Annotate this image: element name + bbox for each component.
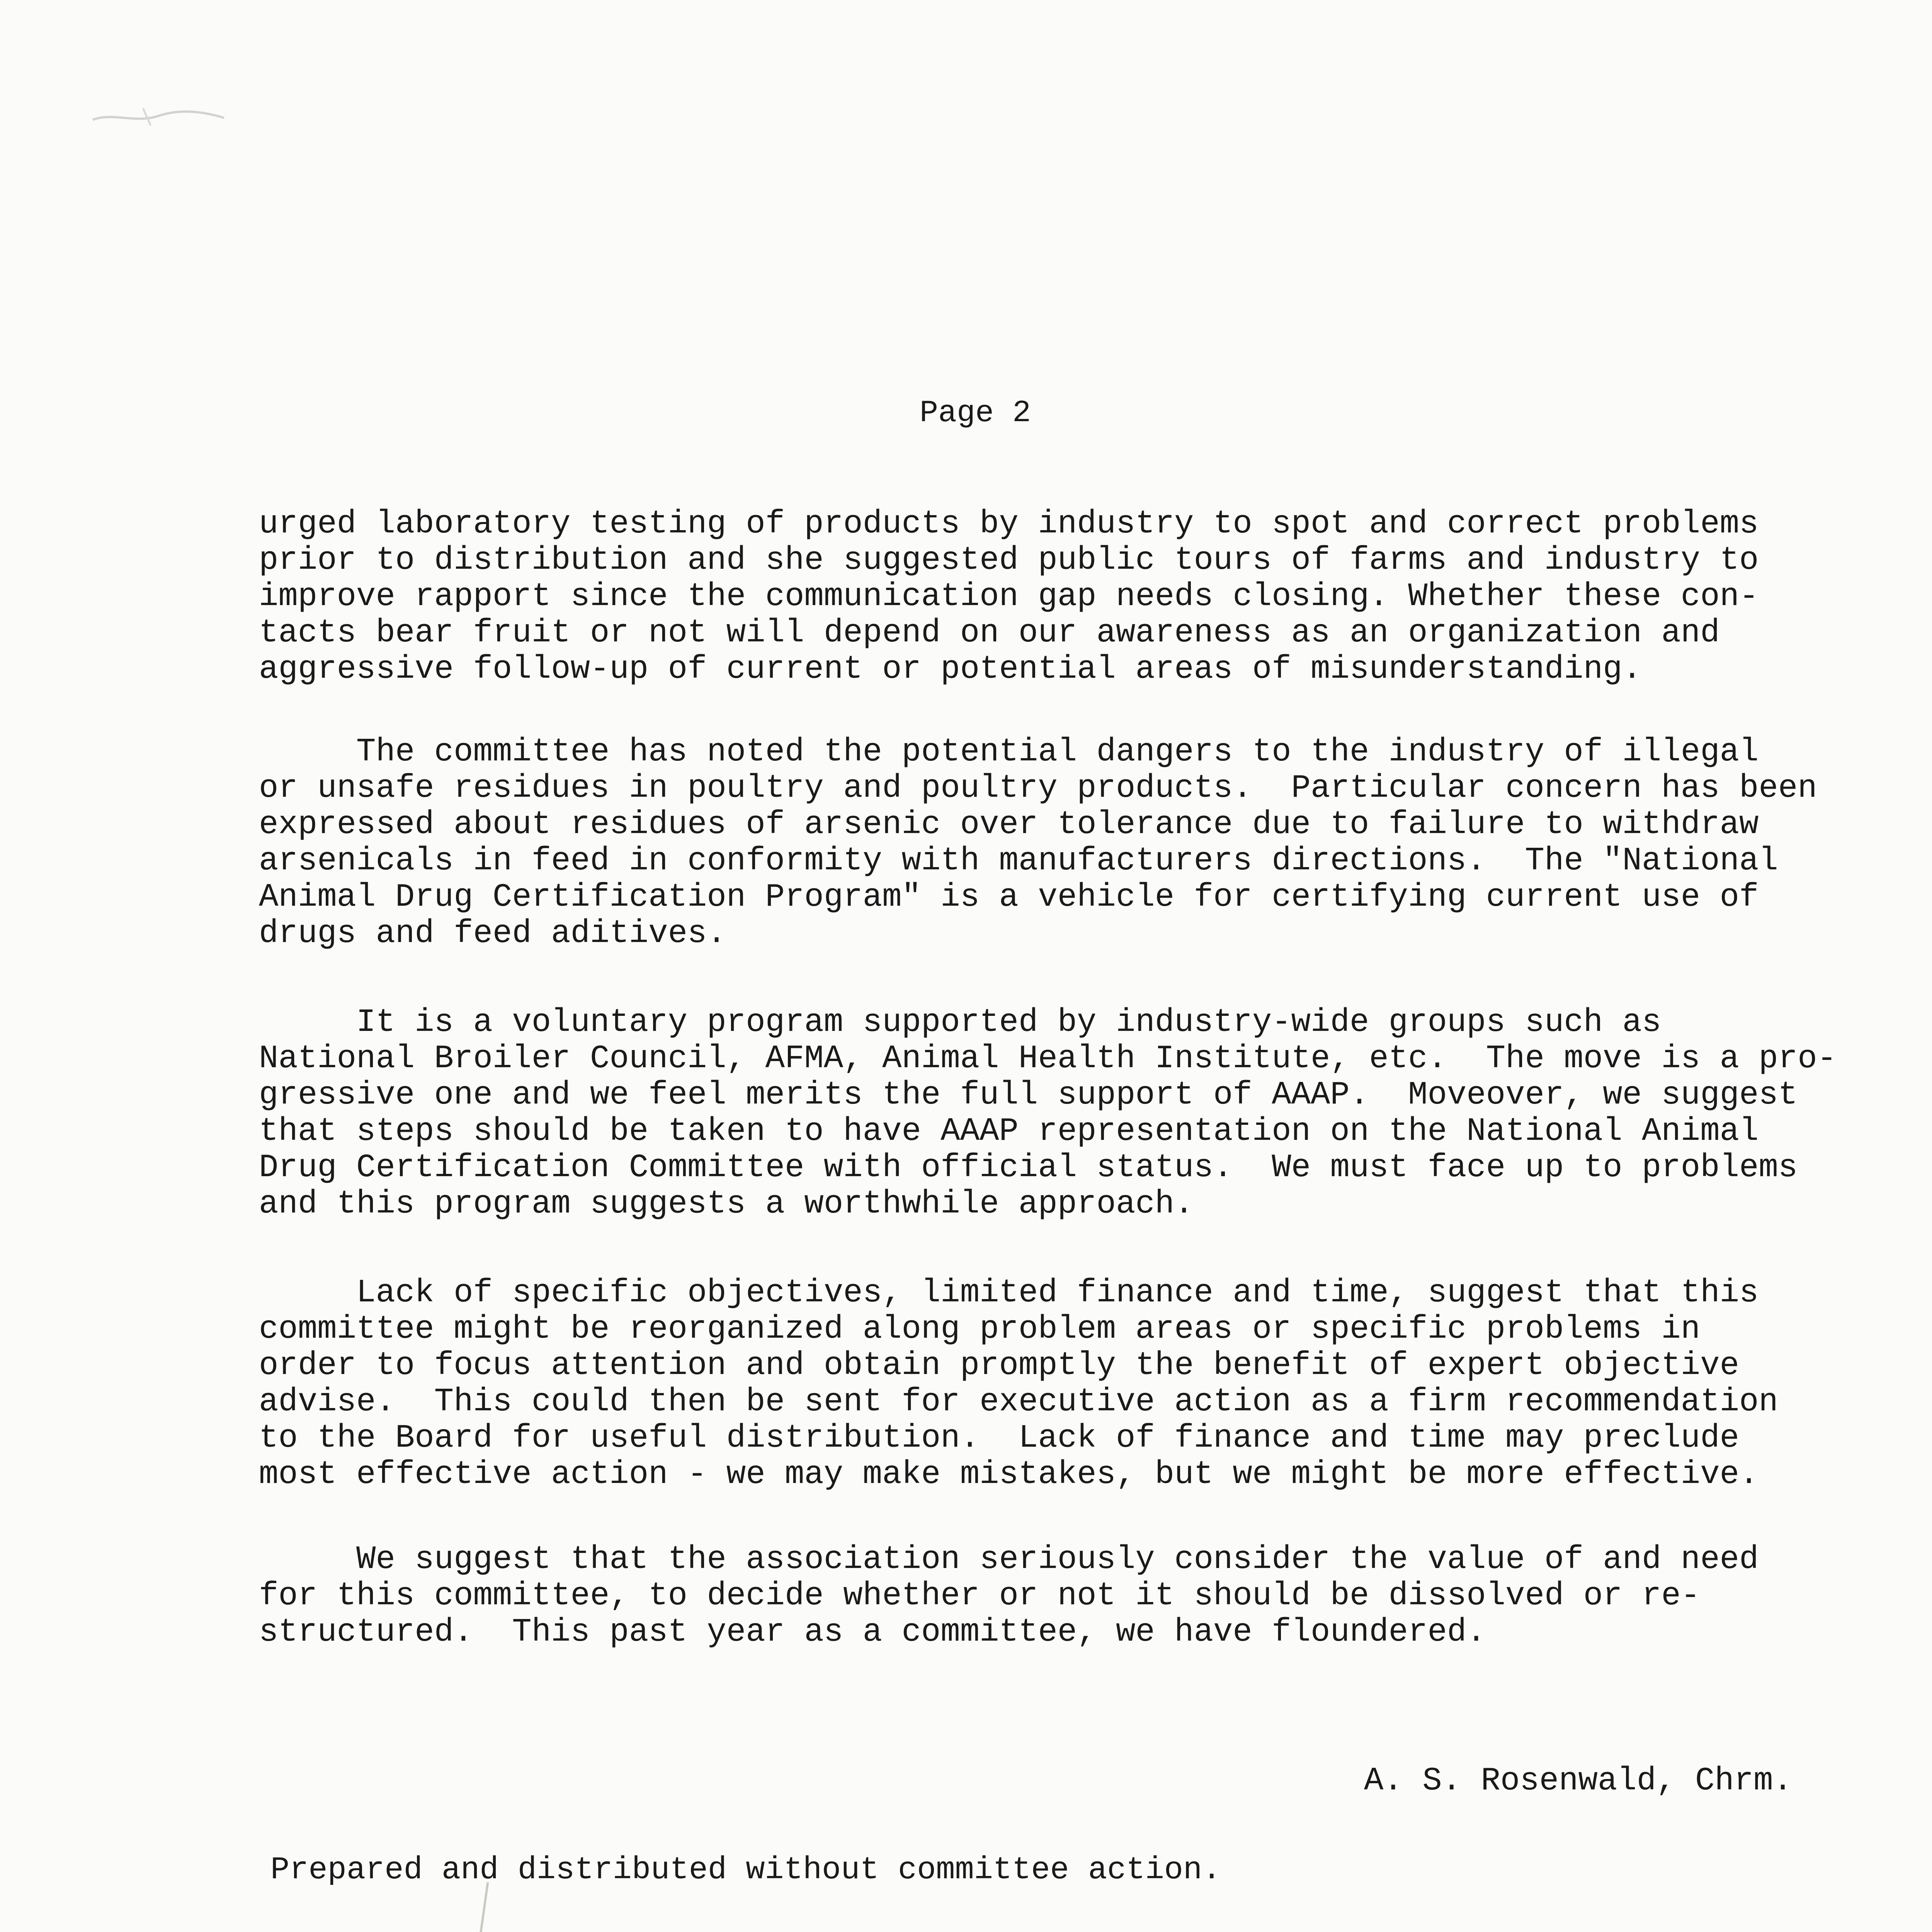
footnote: Prepared and distributed without committee action.	[270, 1852, 1221, 1888]
paragraph	[259, 506, 1785, 688]
paragraph	[259, 1542, 1785, 1651]
text-line: improve rapport since the communication gap needs closing. Whether these con-	[259, 578, 1759, 615]
text-line: committee might be reorganized along problem areas or specific problems in	[259, 1311, 1701, 1348]
text-line: expressed about residues of arsenic over tolerance due to failure to withdraw	[259, 806, 1759, 843]
text-line: to the Board for useful distribution. Lack of finance and time may preclude	[259, 1420, 1740, 1457]
text-line: advise. This could then be sent for executive action as a firm recommendation	[259, 1384, 1778, 1420]
text-line: Drug Certification Committee with official status. We must face up to problems	[259, 1150, 1798, 1186]
text-line: arsenicals in feed in conformity with manufacturers directions. The "National	[259, 843, 1778, 879]
text-line: for this committee, to decide whether or not it should be dissolved or re-	[259, 1578, 1701, 1614]
pencil-mark	[472, 1882, 489, 1932]
text-line: drugs and feed aditives.	[259, 915, 726, 952]
paragraph	[259, 1004, 1837, 1223]
text-line: tacts bear fruit or not will depend on our awareness as an organization and	[259, 615, 1720, 651]
text-line: most effective action - we may make mistakes, but we might be more effective.	[259, 1456, 1759, 1493]
text-line: and this program suggests a worthwhile approach.	[259, 1186, 1194, 1223]
paragraph	[259, 734, 1817, 952]
pencil-smudge	[89, 104, 228, 128]
text-line: The committee has noted the potential dangers to the industry of illegal	[259, 734, 1759, 770]
text-line: order to focus attention and obtain promptly the benefit of expert objective	[259, 1347, 1740, 1384]
text-line: National Broiler Council, AFMA, Animal Health Institute, etc. The move is a pro-	[259, 1041, 1837, 1077]
signature-line: A. S. Rosenwald, Chrm.	[1364, 1763, 1793, 1799]
text-line: aggressive follow-up of current or potential areas of misunderstanding.	[259, 651, 1642, 688]
text-line: prior to distribution and she suggested public tours of farms and industry to	[259, 542, 1759, 579]
text-line: urged laboratory testing of products by industry to spot and correct problems	[259, 506, 1759, 543]
text-line: that steps should be taken to have AAAP representation on the National Animal	[259, 1113, 1759, 1150]
text-line: Animal Drug Certification Program" is a vehicle for certifying current use of	[259, 879, 1759, 916]
text-line: It is a voluntary program supported by industry-wide groups such as	[259, 1004, 1662, 1041]
text-line: or unsafe residues in poultry and poultry products. Particular concern has been	[259, 770, 1817, 807]
text-line: gressive one and we feel merits the full support of AAAP. Moveover, we suggest	[259, 1077, 1798, 1114]
paragraph	[259, 1275, 1785, 1493]
text-line: We suggest that the association seriously consider the value of and need	[259, 1541, 1759, 1578]
page-number: Page 2	[920, 396, 1031, 431]
text-line: structured. This past year as a committee, we have floundered.	[259, 1614, 1486, 1651]
text-line: Lack of specific objectives, limited finance and time, suggest that this	[259, 1275, 1759, 1311]
